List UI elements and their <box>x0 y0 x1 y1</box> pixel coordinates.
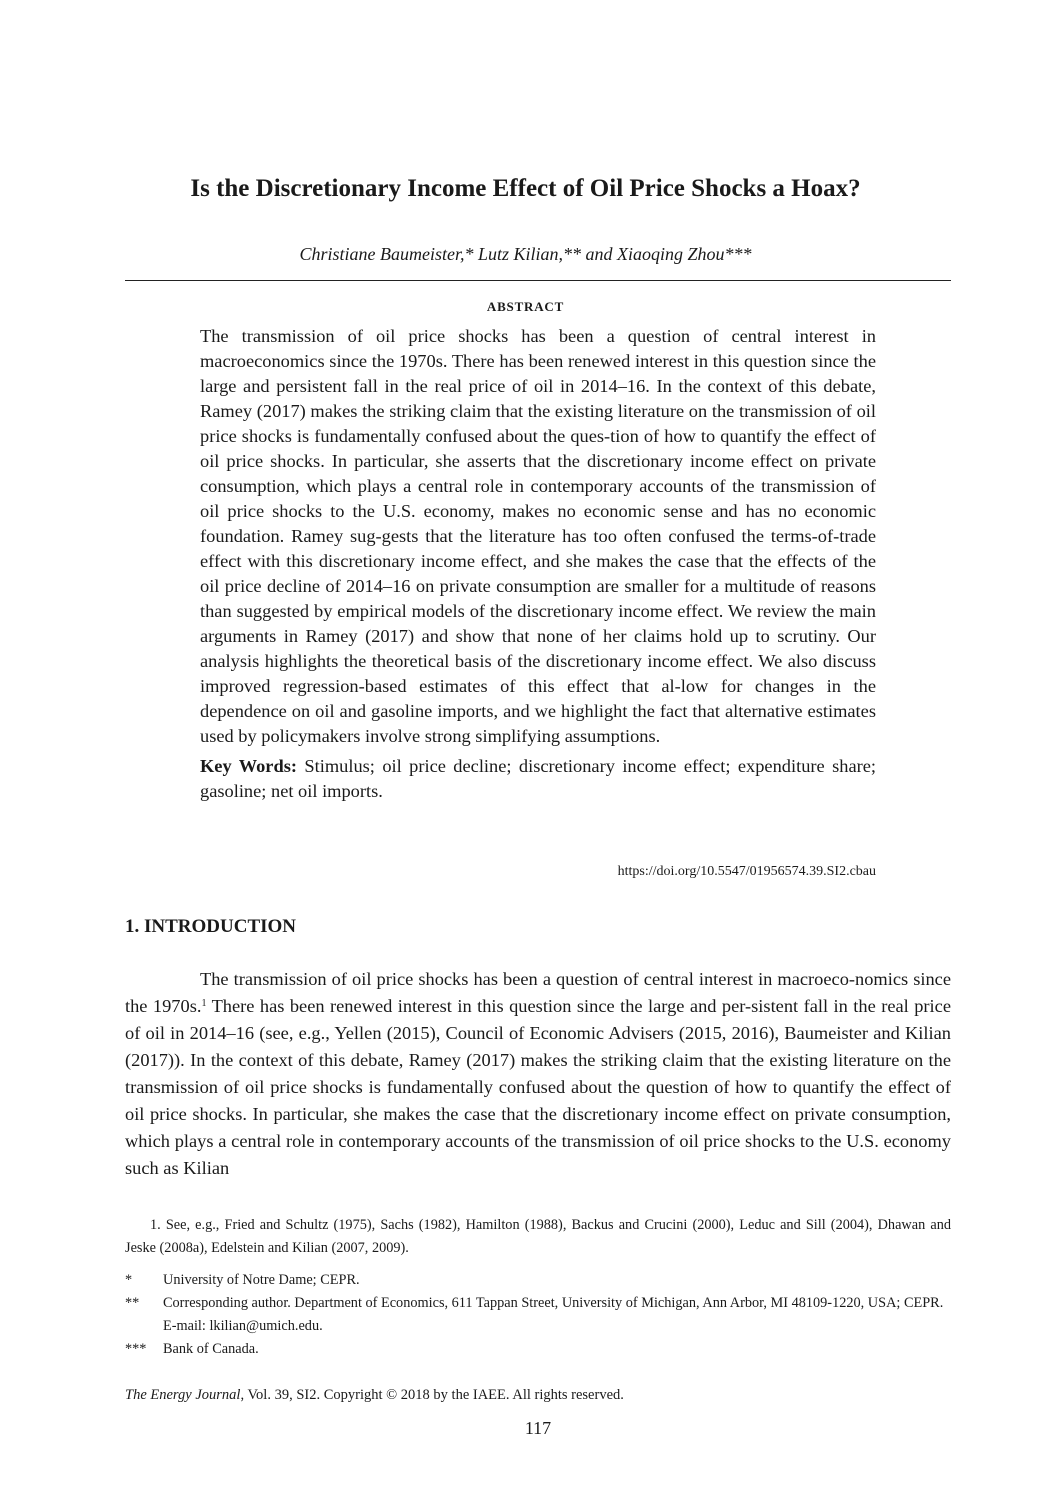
affiliation-item <box>125 1269 951 1292</box>
article-title: Is the Discretionary Income Effect of Oil Price Shocks a Hoax? <box>190 175 861 202</box>
introduction-paragraph <box>125 966 951 1182</box>
page-number: 117 <box>524 1418 552 1438</box>
footnote-reference[interactable]: 1 <box>201 998 207 1009</box>
affiliation-mark: *** <box>125 1341 147 1357</box>
section-heading-introduction: 1. INTRODUCTION <box>125 916 297 937</box>
author-list: Christiane Baumeister,* Lutz Kilian,** and Xiaoqing Zhou*** <box>299 244 752 264</box>
header-divider <box>125 280 951 281</box>
footnote-1: 1. See, e.g., Fried and Schultz (1975), Sachs (1982), Hamilton (1988), Backus and Crucini (2000), Leduc and Sill (2004), Dhawan and Jeske (2008a), Edelstein and Kilian (2007, 2009). <box>125 1217 951 1256</box>
intro-text-start: The transmission of oil price shocks has been a question of central interest in macroeco-nomics since the 1970s. <box>125 969 951 1016</box>
affiliation-mark: * <box>125 1272 133 1288</box>
doi-link[interactable]: https://doi.org/10.5547/01956574.39.SI2.cbau <box>617 864 876 879</box>
affiliations-list <box>125 1269 951 1361</box>
affiliation-item <box>125 1292 951 1338</box>
affiliation-text: Corresponding author. Department of Economics, 611 Tappan Street, University of Michigan, Ann Arbor, MI 48109-1220, USA; CEPR. E-mail: lkilian@umich.edu. <box>163 1295 944 1334</box>
intro-text-rest: There has been renewed interest in this question since the large and per-sistent fall in the real price of oil in 2014–16 (see, e.g., Yellen (2015), Council of Economic Advisers (2015, 2016), Baumeister and Kilian (2017)). In the context of this debate, Ramey (2017) makes the striking claim that the existing literature on the transmission of oil price shocks is fundamentally confused about the question of how to quantify the effect of oil price shocks. In particular, she makes the case that the discretionary income effect on private consumption, which plays a central role in contemporary accounts of the transmission of oil price shocks to the U.S. economy such as Kilian <box>125 996 951 1178</box>
keywords <box>200 754 876 804</box>
abstract-text: The transmission of oil price shocks has been a question of central interest in macroeconomics since the 1970s. There has been renewed interest in this question since the large and persistent fall in the real price of oil in 2014–16. In the context of this debate, Ramey (2017) makes the striking claim that the existing literature on the transmission of oil price shocks is fundamentally confused about the ques-tion of how to quantify the effect of oil price shocks. In particular, she asserts that the discretionary income effect on private consumption, which plays a central role in contemporary accounts of the transmission of oil price shocks to the U.S. economy, makes no economic sense and has no economic foundation. Ramey sug-gests that the literature has too often confused the terms-of-trade effect with this discretionary income effect, and she makes the case that the effects of the oil price decline of 2014–16 on private consumption are smaller for a multitude of reasons than suggested by empirical models of the discretionary income effect. We review the main arguments in Ramey (2017) and show that none of her claims hold up to scrutiny. Our analysis highlights the theoretical basis of the discretionary income effect. We also discuss improved regression-based estimates of this effect that al-low for changes in the dependence on oil and gasoline imports, and we highlight the fact that alternative estimates used by policymakers involve strong simplifying assumptions. <box>200 326 876 746</box>
journal-details: , Vol. 39, SI2. Copyright © 2018 by the IAEE. All rights reserved. <box>240 1387 624 1403</box>
affiliation-text: University of Notre Dame; CEPR. <box>163 1272 360 1288</box>
keywords-label: Key Words: <box>200 756 297 776</box>
affiliation-mark: ** <box>125 1295 140 1311</box>
journal-name: The Energy Journal <box>125 1387 241 1403</box>
affiliation-item <box>125 1338 951 1361</box>
abstract-heading: ABSTRACT <box>486 299 565 314</box>
affiliation-text: Bank of Canada. <box>163 1341 259 1357</box>
abstract-block <box>200 324 876 804</box>
journal-citation <box>125 1385 624 1405</box>
keywords-text: Stimulus; oil price decline; discretionary income effect; expenditure share; gasoline; net oil imports. <box>200 756 877 801</box>
